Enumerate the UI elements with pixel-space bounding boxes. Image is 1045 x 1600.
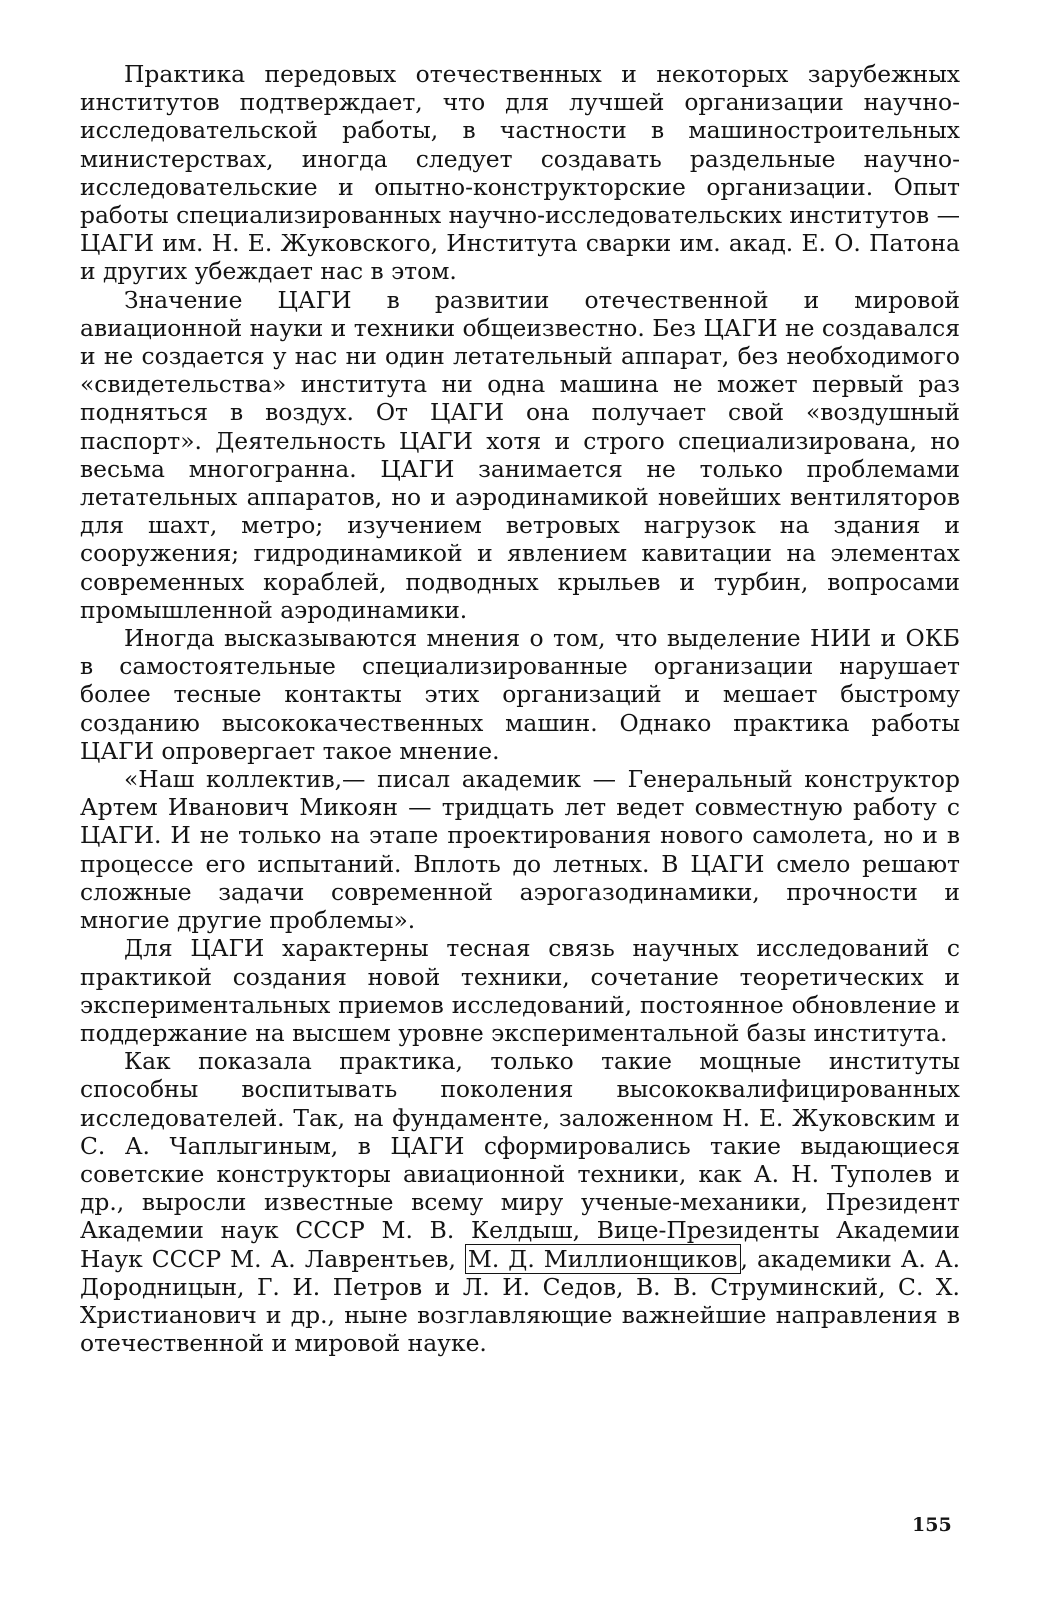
boxed-name: М. Д. Миллионщиков xyxy=(465,1244,741,1274)
paragraph-5: Для ЦАГИ характерны тесная связь научных исследований с практикой создания новой техники, сочетание теоретических и экспериментальных приемов исследований, постоянное обновление и поддержание на высшем уровне экспериментальной базы института. xyxy=(80,934,960,1047)
paragraph-4: «Наш коллектив,— писал академик — Генеральный конструктор Артем Иванович Микоян — тридцать лет ведет совместную работу с ЦАГИ. И не только на этапе проектирования нового самолета, но и в процессе его испытаний. Вплоть до летных. В ЦАГИ смело решают сложные задачи современной аэрогазодинамики, прочности и многие другие проблемы». xyxy=(80,765,960,935)
paragraph-3: Иногда высказываются мнения о том, что выделение НИИ и ОКБ в самостоятельные специализированные организации нарушает более тесные контакты этих организаций и мешает быстрому созданию высококачественных машин. Однако практика работы ЦАГИ опровергает такое мнение. xyxy=(80,624,960,765)
page-text xyxy=(80,60,960,1357)
paragraph-6-end: , академики А. А. Дородницын, Г. И. Петров и Л. И. Седов, В. В. Струминский, С. Х. Христианович и др., ныне возглавляющие важнейшие направления в отечественной и мировой науке. xyxy=(80,1244,961,1358)
paragraph-2: Значение ЦАГИ в развитии отечественной и мировой авиационной науки и техники общеизвестно. Без ЦАГИ не создавался и не создается у нас ни один летательный аппарат, без необходимого «свидетельства» института ни одна машина не может первый раз подняться в воздух. От ЦАГИ она получает свой «воздушный паспорт». Деятельность ЦАГИ хотя и строго специализирована, но весьма многогранна. ЦАГИ занимается не только проблемами летательных аппаратов, но и аэродинамикой новейших вентиляторов для шахт, метро; изучением ветровых нагрузок на здания и сооружения; гидродинамикой и явлением кавитации на элементах современных кораблей, подводных крыльев и турбин, вопросами промышленной аэродинамики. xyxy=(80,285,960,624)
paragraph-6 xyxy=(80,1047,960,1357)
paragraph-1: Практика передовых отечественных и некоторых зарубежных институтов подтверждает, что для лучшей организации научно-исследовательской работы, в частности в машиностроительных министерствах, иногда следует создавать раздельные научно-исследовательские и опытно-конструкторские организации. Опыт работы специализированных научно-исследовательских институтов — ЦАГИ им. Н. Е. Жуковского, Института сварки им. акад. Е. О. Патона и других убеждает нас в этом. xyxy=(80,60,960,286)
page-number: 155 xyxy=(912,1514,952,1536)
paragraph-6-start: Как показала практика, только такие мощные институты способны воспитывать поколения высококвалифицированных исследователей. Так, на фундаменте, заложенном Н. Е. Жуковским и С. А. Чаплыгиным, в ЦАГИ сформировались такие выдающиеся советские конструкторы авиационной техники, как А. Н. Туполев и др., выросли известные всему миру ученые-механики, Президент Академии наук СССР М. В. Келдыш, Вице-Президенты Академии Наук СССР М. А. Лаврентьев, xyxy=(80,1047,960,1273)
